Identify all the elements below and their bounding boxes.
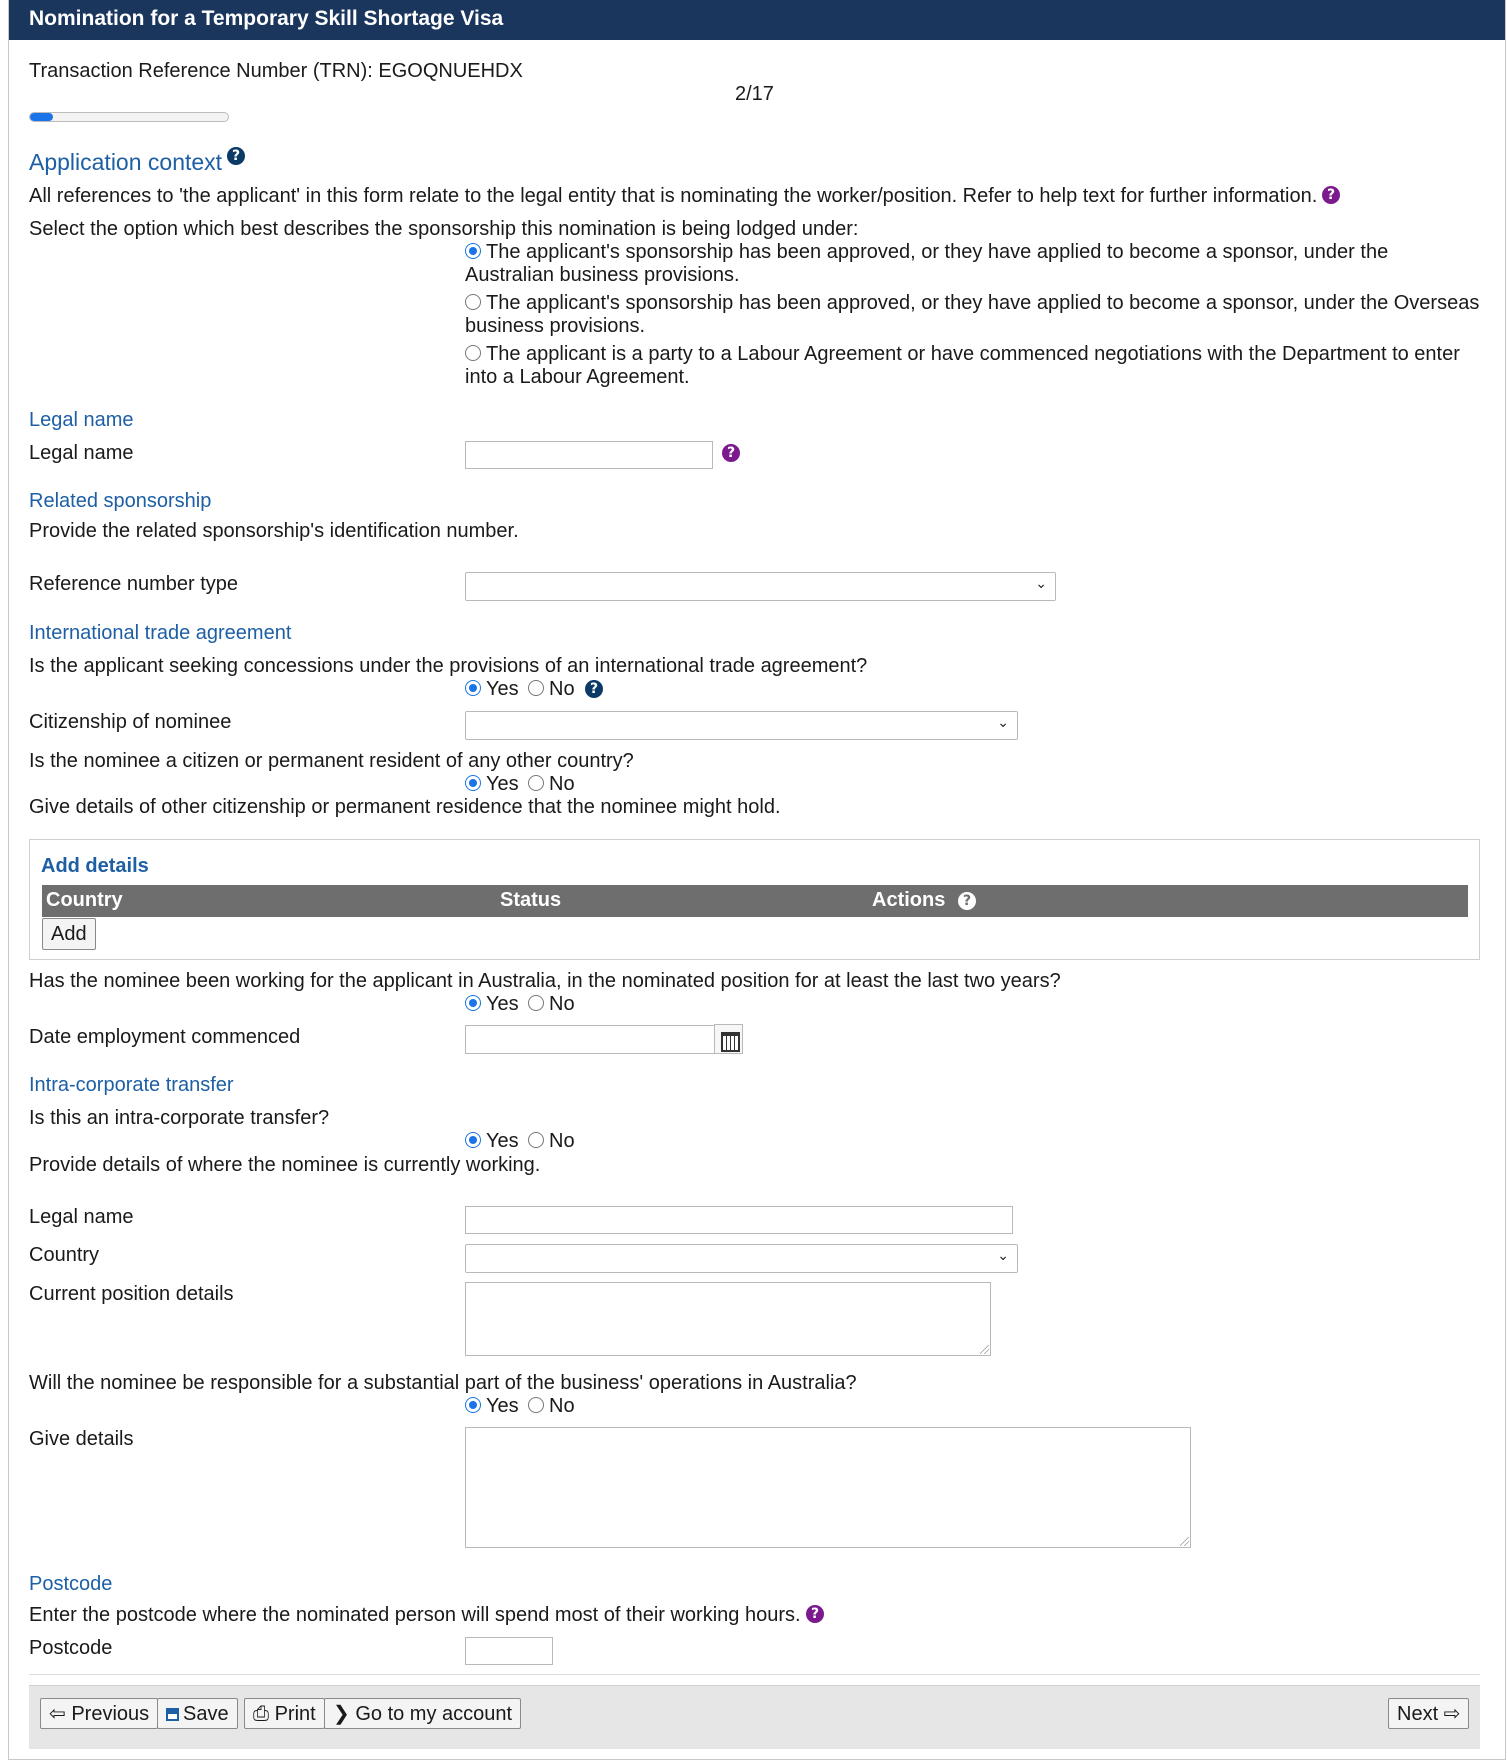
postcode-description: Enter the postcode where the nominated person will spend most of their working hours. xyxy=(29,1604,801,1626)
other-country-yes-radio[interactable] xyxy=(465,775,481,791)
chevron-right-icon: ❯ xyxy=(333,1702,356,1725)
other-details-text: Give details of other citizenship or permanent residence that the nominee might hold. xyxy=(29,796,781,818)
next-button-label: Next xyxy=(1397,1702,1439,1725)
trade-agreement-yes-radio[interactable] xyxy=(465,680,481,696)
progress-fill xyxy=(30,113,53,121)
other-country-yes-label: Yes xyxy=(486,773,519,795)
current-position-label: Current position details xyxy=(29,1283,234,1305)
section-heading-related-sponsorship: Related sponsorship xyxy=(29,490,212,512)
current-employer-name-label: Legal name xyxy=(29,1206,134,1228)
sponsorship-option-1-line1: The applicant's sponsorship has been approved, or they have applied to become a sponsor, under the xyxy=(486,241,1389,263)
sponsorship-radio-overseas[interactable] xyxy=(465,294,481,310)
trade-agreement-question: Is the applicant seeking concessions under the provisions of an international trade agreement? xyxy=(29,655,868,677)
chevron-down-icon: ⌄ xyxy=(997,715,1009,731)
arrow-left-icon: ⇦ xyxy=(49,1702,72,1725)
question-circle-icon[interactable]: ? xyxy=(806,1605,824,1623)
responsible-yes-label: Yes xyxy=(486,1395,519,1417)
next-button[interactable] xyxy=(1388,1698,1469,1729)
sponsorship-radio-australian[interactable] xyxy=(465,243,481,259)
footer-divider xyxy=(29,1674,1480,1675)
give-details-label: Give details xyxy=(29,1428,134,1450)
legal-name-label: Legal name xyxy=(29,442,134,464)
page-indicator: 2/17 xyxy=(735,83,774,105)
printer-icon: ⎙ xyxy=(253,1702,275,1725)
print-button-label: Print xyxy=(274,1702,316,1725)
employment-yes-radio[interactable] xyxy=(465,995,481,1011)
date-commenced-label: Date employment commenced xyxy=(29,1026,301,1048)
sponsorship-radio-labour-agreement[interactable] xyxy=(465,345,481,361)
other-country-no-label: No xyxy=(549,773,575,795)
sponsorship-option-3-line1: The applicant is a party to a Labour Agreement or have commenced negotiations with the Department to enter xyxy=(486,343,1460,365)
footer-toolbar xyxy=(29,1685,1480,1749)
legal-name-input[interactable] xyxy=(465,441,713,469)
reference-number-type-label: Reference number type xyxy=(29,573,239,595)
section-heading-application-context: Application context xyxy=(29,149,223,175)
add-details-panel xyxy=(29,839,1480,960)
reference-number-type-select[interactable] xyxy=(465,572,1056,601)
question-circle-icon[interactable]: ? xyxy=(1322,186,1340,204)
responsible-yes-radio[interactable] xyxy=(465,1397,481,1413)
employment-yes-label: Yes xyxy=(486,993,519,1015)
intra-corporate-question: Is this an intra-corporate transfer? xyxy=(29,1107,330,1129)
citizenship-label: Citizenship of nominee xyxy=(29,711,232,733)
resize-grip-icon[interactable] xyxy=(1180,1537,1189,1546)
add-button[interactable]: Add xyxy=(42,918,96,950)
current-position-textarea[interactable] xyxy=(465,1282,991,1356)
section-heading-postcode: Postcode xyxy=(29,1573,113,1595)
details-table-header xyxy=(42,885,1468,917)
application-context-intro: All references to 'the applicant' in this form relate to the legal entity that is nominating the worker/position. Refer to help text for further information. xyxy=(29,185,1318,207)
current-employer-name-input[interactable] xyxy=(465,1206,1013,1234)
previous-button-label: Previous xyxy=(71,1702,150,1725)
other-country-question: Is the nominee a citizen or permanent resident of any other country? xyxy=(29,750,634,772)
responsible-question: Will the nominee be responsible for a substantial part of the business' operations in Australia? xyxy=(29,1372,857,1394)
resize-grip-icon[interactable] xyxy=(980,1345,989,1354)
trade-agreement-no-radio[interactable] xyxy=(528,680,544,696)
chevron-down-icon: ⌄ xyxy=(997,1248,1009,1264)
intra-corporate-yes-label: Yes xyxy=(486,1130,519,1152)
sponsorship-option-3-line2: into a Labour Agreement. xyxy=(465,366,690,388)
current-employer-country-select[interactable] xyxy=(465,1244,1018,1273)
print-button[interactable] xyxy=(244,1698,325,1729)
go-to-account-label: Go to my account xyxy=(355,1702,513,1725)
question-circle-icon[interactable]: ? xyxy=(958,892,976,910)
responsible-no-label: No xyxy=(549,1395,575,1417)
other-country-no-radio[interactable] xyxy=(528,775,544,791)
add-details-title: Add details xyxy=(41,855,149,877)
trn-label: Transaction Reference Number (TRN): EGOQNUEHDX xyxy=(29,60,523,82)
section-heading-intra-corporate: Intra-corporate transfer xyxy=(29,1074,234,1096)
go-to-account-button[interactable] xyxy=(324,1698,521,1729)
column-status: Status xyxy=(500,889,562,911)
postcode-label: Postcode xyxy=(29,1637,113,1659)
sponsorship-option-2-line2: business provisions. xyxy=(465,315,646,337)
column-actions: Actions xyxy=(872,889,946,911)
intra-corporate-no-label: No xyxy=(549,1130,575,1152)
section-heading-trade-agreement: International trade agreement xyxy=(29,622,292,644)
chevron-down-icon: ⌄ xyxy=(1035,576,1047,592)
current-work-text: Provide details of where the nominee is currently working. xyxy=(29,1154,541,1176)
intra-corporate-no-radio[interactable] xyxy=(528,1132,544,1148)
current-employer-country-label: Country xyxy=(29,1244,100,1266)
sponsorship-question: Select the option which best describes the sponsorship this nomination is being lodged under: xyxy=(29,218,859,240)
save-button-label: Save xyxy=(183,1702,229,1725)
trade-agreement-no-label: No xyxy=(549,678,575,700)
section-heading-legal-name: Legal name xyxy=(29,409,134,431)
employment-no-radio[interactable] xyxy=(528,995,544,1011)
column-country: Country xyxy=(46,889,123,911)
progress-bar xyxy=(29,112,229,122)
arrow-right-icon: ⇨ xyxy=(1438,1702,1461,1725)
date-commenced-input[interactable] xyxy=(465,1025,715,1054)
intra-corporate-yes-radio[interactable] xyxy=(465,1132,481,1148)
give-details-textarea[interactable] xyxy=(465,1427,1191,1548)
responsible-no-radio[interactable] xyxy=(528,1397,544,1413)
employment-no-label: No xyxy=(549,993,575,1015)
floppy-disk-icon xyxy=(166,1708,179,1721)
citizenship-select[interactable] xyxy=(465,711,1018,740)
postcode-input[interactable] xyxy=(465,1637,553,1665)
save-button[interactable] xyxy=(157,1698,238,1729)
question-circle-icon[interactable]: ? xyxy=(227,147,245,165)
employment-question: Has the nominee been working for the applicant in Australia, in the nominated position for at least the last two years? xyxy=(29,970,1061,992)
sponsorship-option-1-line2: Australian business provisions. xyxy=(465,264,740,286)
related-sponsorship-description: Provide the related sponsorship's identification number. xyxy=(29,520,519,542)
question-circle-icon[interactable]: ? xyxy=(585,680,603,698)
sponsorship-option-2-line1: The applicant's sponsorship has been approved, or they have applied to become a sponsor, under the Overseas xyxy=(486,292,1480,314)
calendar-icon[interactable] xyxy=(714,1024,743,1054)
window-title: Nomination for a Temporary Skill Shortage Visa xyxy=(9,0,1505,40)
trade-agreement-yes-label: Yes xyxy=(486,678,519,700)
question-circle-icon[interactable]: ? xyxy=(722,444,740,462)
previous-button[interactable] xyxy=(40,1698,158,1729)
